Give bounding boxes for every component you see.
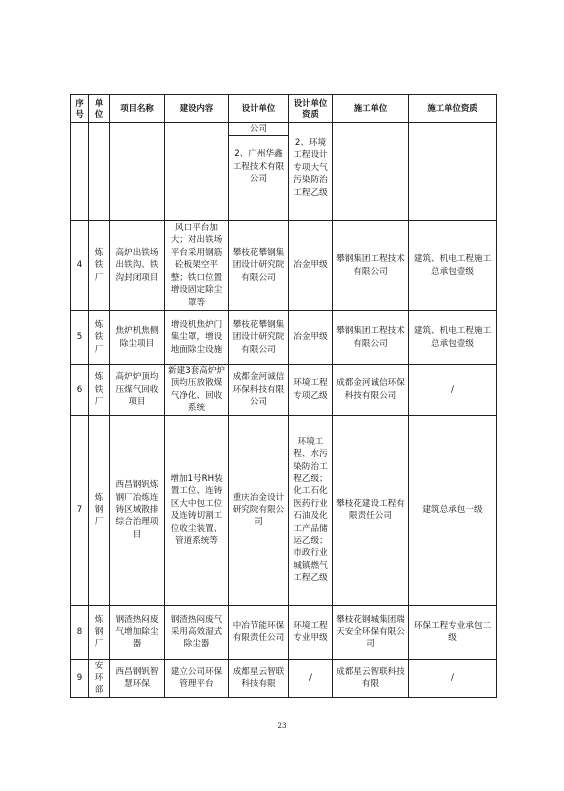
row-index: 9	[71, 659, 89, 697]
table-row	[71, 123, 497, 221]
row-unit: 炼铁厂	[89, 365, 110, 416]
row-content: 风口平台加大；对出铁场平台采用钢筋砼板架空平整；铁口位置增设固定除尘罩等	[165, 221, 229, 311]
header-builder-qual: 施工单位资质	[409, 95, 497, 123]
row-project-name: 西昌钢钒智慧环保	[110, 659, 165, 697]
row-builder-qual: 环保工程专业承包二级	[409, 605, 497, 659]
row-unit: 炼钢厂	[89, 415, 110, 605]
row-builder-qual: 建筑总承包一级	[409, 415, 497, 605]
row-design-qual: 环境工程专项乙级	[289, 365, 333, 416]
row-project-name: 钢渣热闷废气增加除尘器	[110, 605, 165, 659]
header-index: 序号	[71, 95, 89, 123]
design-unit-tail: 公司	[229, 123, 288, 136]
row-content: 增设机焦炉门集尘罩，增设地面除尘设施	[165, 311, 229, 365]
design-unit-second: 2、广州华鑫工程技术有限公司	[232, 149, 285, 185]
row-design-qual: 环境工程专业甲级	[289, 605, 333, 659]
row-content: 新建3套高炉炉顶均压放散煤气净化、回收系统	[165, 365, 229, 416]
row-design-unit: 成都星云智联科技有限	[229, 659, 289, 697]
row-builder: 攀钢集团工程技术有限公司	[333, 311, 409, 365]
header-content: 建设内容	[165, 95, 229, 123]
row-index: 7	[71, 415, 89, 605]
row-design-qual: 冶金甲级	[289, 221, 333, 311]
row-builder: 攀钢集团工程技术有限公司	[333, 221, 409, 311]
row-design-qual: 冶金甲级	[289, 311, 333, 365]
row-builder-qual: 建筑、机电工程施工总承包壹级	[409, 311, 497, 365]
row-unit: 炼铁厂	[89, 221, 110, 311]
row-design-unit: 成都金河诚信环保科技有限公司	[229, 365, 289, 416]
row-design-unit: 攀枝花攀钢集团设计研究院有限公司	[229, 221, 289, 311]
table-header-row	[71, 95, 497, 123]
row-project-name: 西昌钢钒炼钢厂冶炼连铸区域散排综合治理项目	[110, 415, 165, 605]
row-builder-qual: /	[409, 365, 497, 416]
row-design-unit: 重庆冶金设计研究院有限公司	[229, 415, 289, 605]
row-builder: 攀枝花建设工程有限责任公司	[333, 415, 409, 605]
row-design-unit: 中冶节能环保有限责任公司	[229, 605, 289, 659]
row-design-qual: /	[289, 659, 333, 697]
row-design-qual: 环境工程、水污染防治工程乙级；化工石化医药行业石油及化工产品储运乙级；市政行业城镇燃气工程乙级	[289, 415, 333, 605]
header-design-unit: 设计单位	[229, 95, 289, 123]
header-unit: 单位	[89, 95, 110, 123]
row-project-name: 高炉出铁场出铁沟、铁沟封闭项目	[110, 221, 165, 311]
row-content: 钢渣热闷废气采用高效湿式除尘器	[165, 605, 229, 659]
row-index: 6	[71, 365, 89, 416]
row-builder: 成都星云智联科技有限	[333, 659, 409, 697]
design-unit-cell	[229, 123, 289, 221]
row-builder: 成都金河诚信环保科技有限公司	[333, 365, 409, 416]
row-index: 4	[71, 221, 89, 311]
row-project-name: 焦炉机焦侧除尘项目	[110, 311, 165, 365]
header-project-name: 项目名称	[110, 95, 165, 123]
design-qual-cell: 2、环境工程设计专项大气污染防治工程乙级	[289, 123, 333, 221]
table-row	[71, 415, 497, 605]
table-row	[71, 311, 497, 365]
row-design-unit: 攀枝花攀钢集团设计研究院有限公司	[229, 311, 289, 365]
table-row	[71, 365, 497, 416]
row-builder-qual: 建筑、机电工程施工总承包壹级	[409, 221, 497, 311]
header-builder: 施工单位	[333, 95, 409, 123]
row-builder: 攀枝花钢城集团瑞天安全环保有限公司	[333, 605, 409, 659]
project-table	[70, 94, 497, 698]
row-unit: 炼铁厂	[89, 311, 110, 365]
row-index: 5	[71, 311, 89, 365]
row-content: 增加1号RH装置工位、连铸区大中包工位及连铸切割工位收尘装置、管道系统等	[165, 415, 229, 605]
table-row	[71, 221, 497, 311]
table-row	[71, 605, 497, 659]
row-content: 建立公司环保管理平台	[165, 659, 229, 697]
header-design-qual: 设计单位资质	[289, 95, 333, 123]
row-unit: 炼钢厂	[89, 605, 110, 659]
row-index: 8	[71, 605, 89, 659]
page-number: 23	[277, 722, 287, 730]
row-project-name: 高炉炉顶均压煤气回收项目	[110, 365, 165, 416]
table-row	[71, 659, 497, 697]
row-unit: 安环部	[89, 659, 110, 697]
row-builder-qual: /	[409, 659, 497, 697]
